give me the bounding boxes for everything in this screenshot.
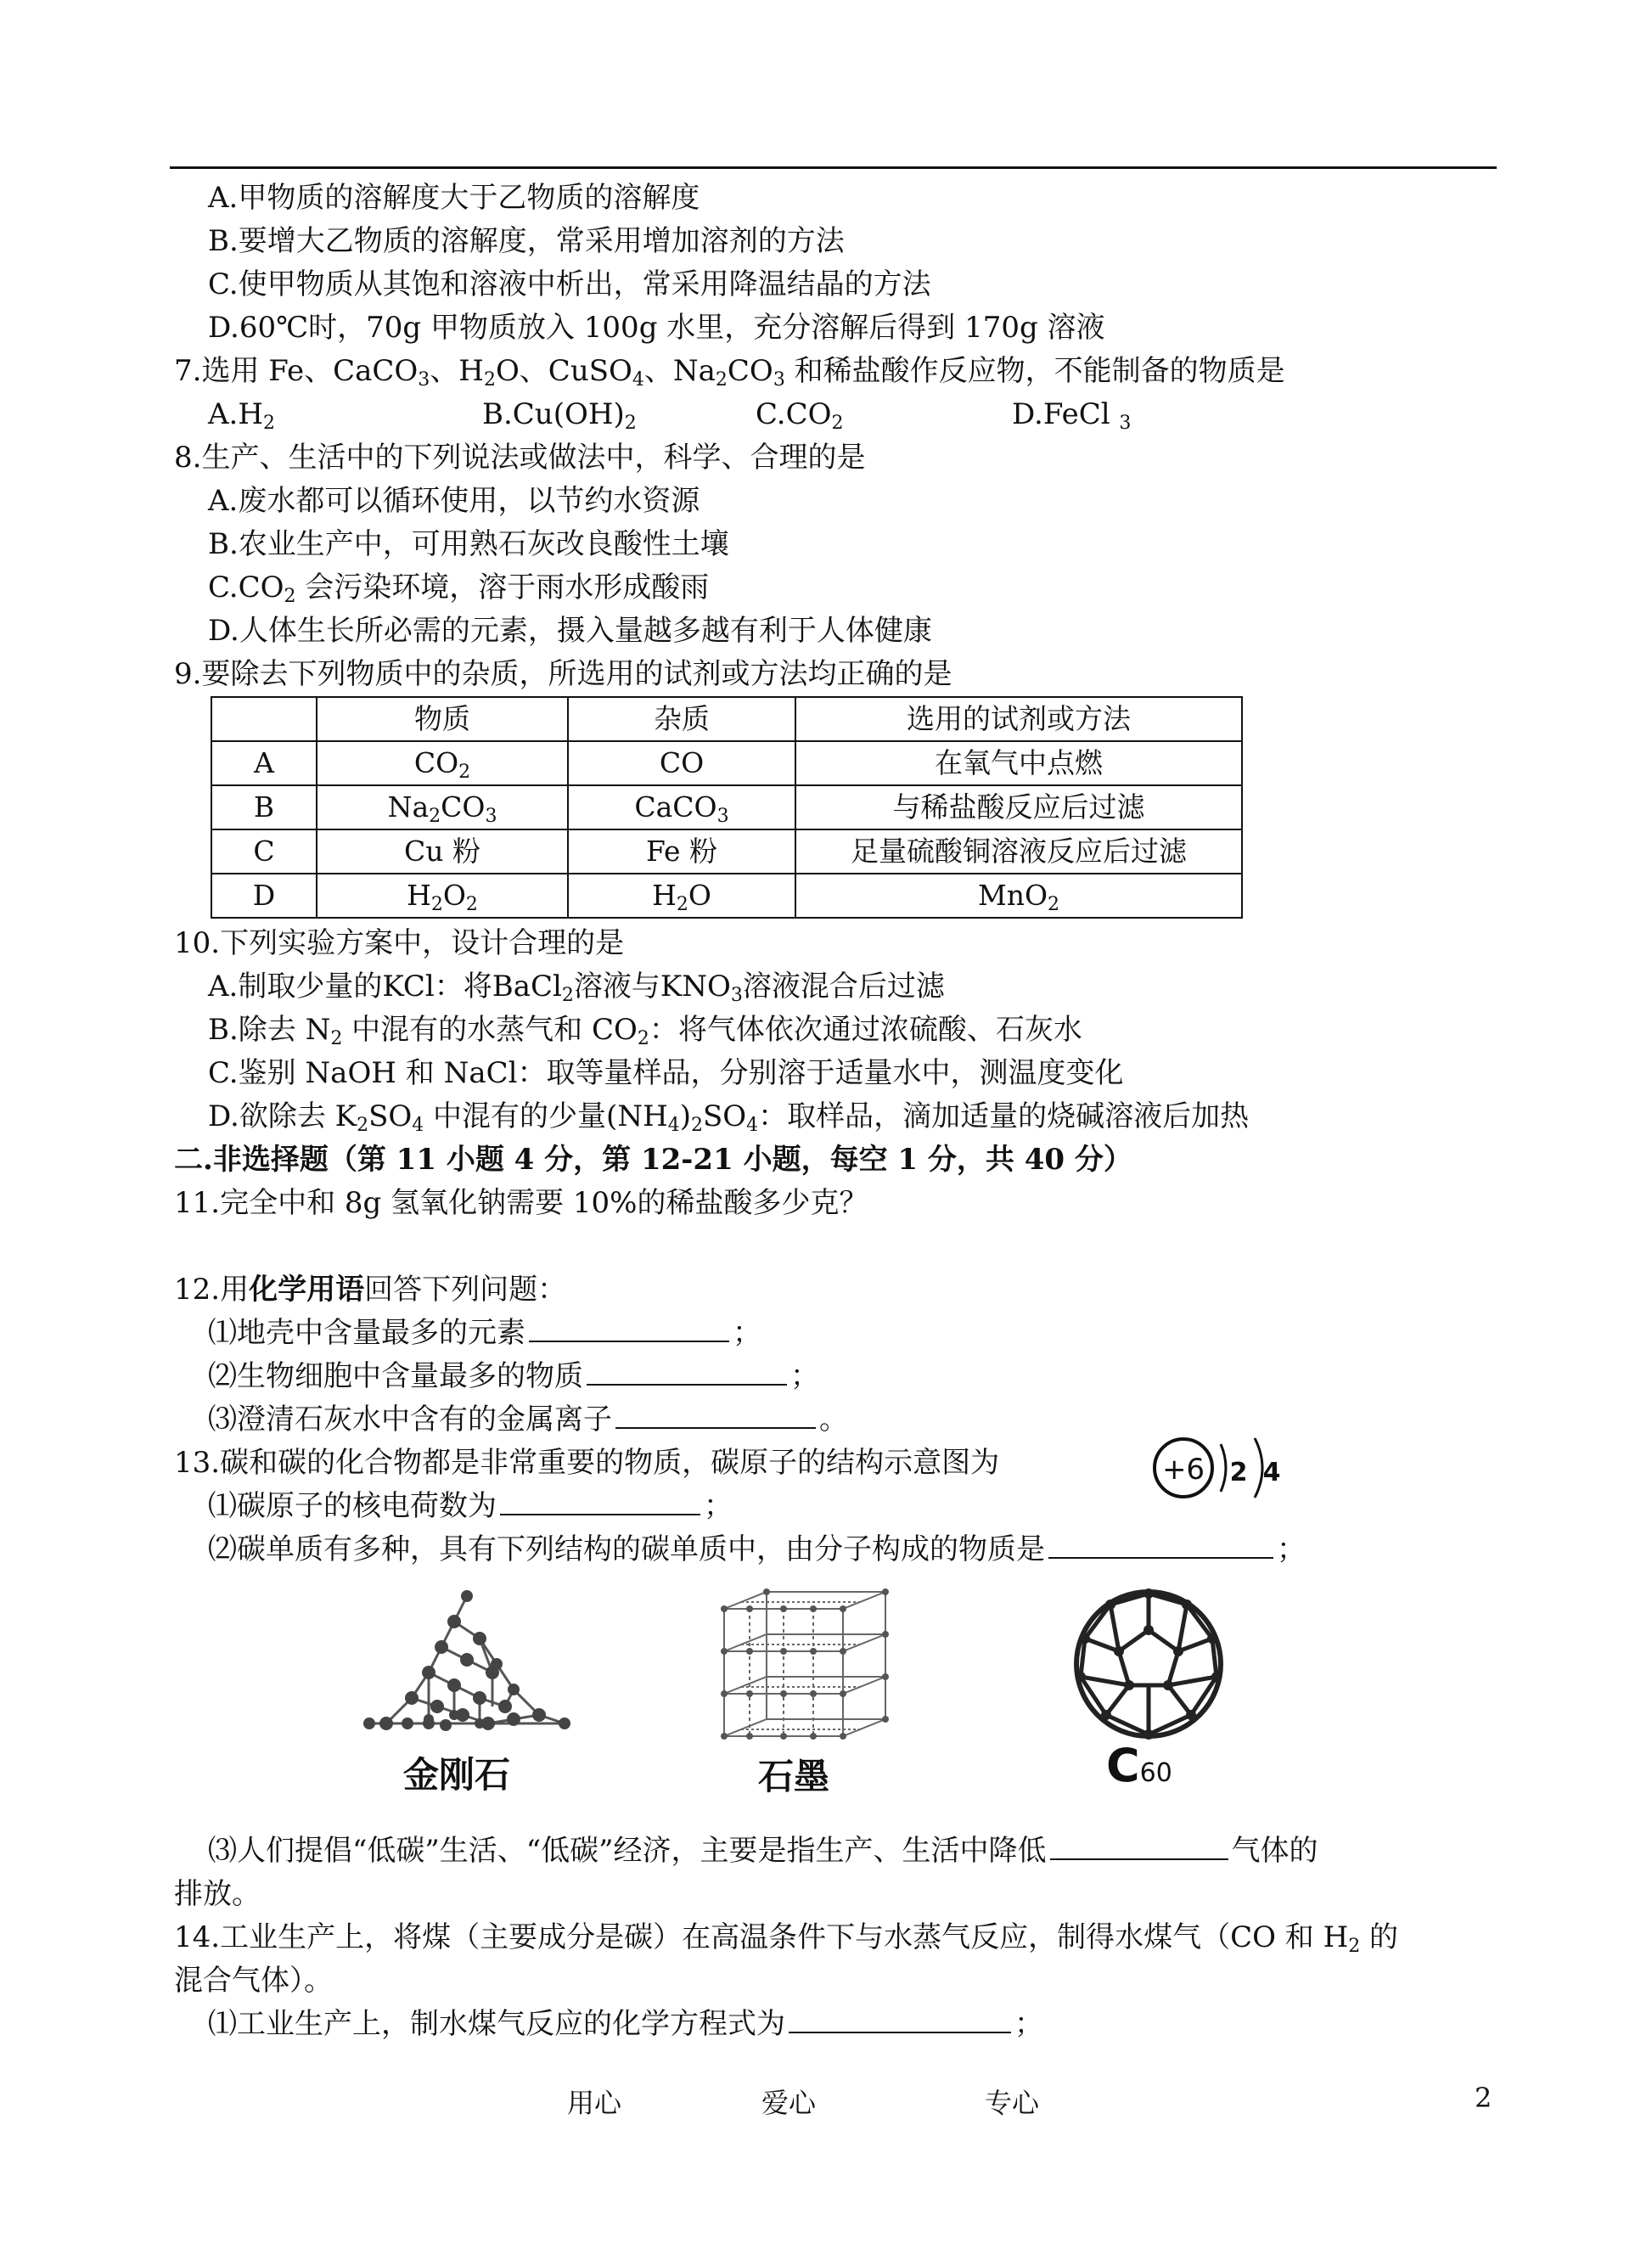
electron-shell-2 (1255, 1438, 1262, 1498)
q13-part1: ⑴碳原子的核电荷数为 ； (208, 1489, 733, 1523)
q8-option-c: $C.CO_2$ 会污染环境，溶于雨水形成酸雨 (208, 571, 710, 607)
q7-stem: 7.选用 Fe、CaCO$_3$、$H_2O$、CuSO$_4$、$Na_2CO_3$ 和稀盐酸作反应物，不能制备的物质是 (174, 354, 1285, 391)
q14-part1: ⑴工业生产上，制水煤气反应的化学方程式为 ； (208, 2007, 1043, 2041)
shell-2-electrons: 4 (1262, 1458, 1281, 1487)
q13-part3: ⑶人们提倡“低碳”生活、“低碳”经济，主要是指生产、生活中降低 气体的 (208, 1834, 1318, 1868)
table-cell: D (211, 874, 317, 918)
table-cell: CO (568, 741, 795, 785)
graphite-structure-image (716, 1583, 894, 1745)
table-cell: 与稀盐酸反应后过滤 (795, 785, 1242, 829)
table-cell: B (211, 785, 317, 829)
table-row (211, 874, 1242, 918)
table-cell: $CO_2$ (317, 741, 568, 785)
footer-word-3: 专心 (985, 2087, 1040, 2119)
section-heading: 二.非选择题（第 11 小题 4 分，第 12-21 小题，每空 1 分，共 40 分） (174, 1143, 1132, 1177)
table-cell: Cu 粉 (317, 829, 568, 874)
carbon-atom-diagram (1143, 1423, 1287, 1516)
table-cell: C (211, 829, 317, 874)
table-cell: $Na_2CO_3$ (317, 785, 568, 829)
q12-part3: ⑶澄清石灰水中含有的金属离子 。 (208, 1403, 848, 1436)
q7-option-a: $A.H_2$ (208, 397, 276, 434)
table-cell: 足量硫酸铜溶液反应后过滤 (795, 829, 1242, 874)
q13-part2: ⑵碳单质有多种，具有下列结构的碳单质中，由分子构成的物质是 ； (208, 1532, 1306, 1566)
footer-word-2: 爱心 (761, 2087, 817, 2119)
table-cell: A (211, 741, 317, 785)
answer-blank[interactable] (587, 1358, 787, 1386)
table-row (211, 741, 1242, 785)
q7-option-b: $B.Cu(OH)_2$ (482, 397, 637, 434)
q13-stem: 13.碳和碳的化合物都是非常重要的物质，碳原子的结构示意图为 (174, 1446, 1000, 1480)
header-rule (170, 166, 1497, 169)
q6-option-c: C.使甲物质从其饱和溶液中析出，常采用降温结晶的方法 (208, 267, 931, 301)
q13-part3-cont: 排放。 (174, 1877, 261, 1911)
table-cell: Fe 粉 (568, 829, 795, 874)
table-header-row (211, 697, 1242, 741)
q14-stem-cont: 混合气体）。 (174, 1964, 333, 1998)
table-cell: $H_2O_2$ (317, 874, 568, 918)
table-cell: MnO$_2$ (795, 874, 1242, 918)
q12-part1: ⑴地壳中含量最多的元素 ； (208, 1316, 761, 1350)
q11-stem: 11.完全中和 8g 氢氧化钠需要 10%的稀盐酸多少克？ (174, 1186, 868, 1220)
diamond-structure-image (361, 1588, 573, 1740)
answer-blank[interactable] (615, 1402, 816, 1429)
c60-structure-image (1068, 1583, 1229, 1745)
shell-1-electrons: 2 (1229, 1458, 1248, 1487)
q12-part2: ⑵生物细胞中含量最多的物质 ； (208, 1359, 819, 1393)
table-header-cell: 物质 (317, 697, 568, 741)
q14-stem: 14.工业生产上，将煤（主要成分是碳）在高温条件下与水蒸气反应，制得水煤气（CO 和 $H_2$ 的 (174, 1920, 1399, 1957)
answer-blank[interactable] (529, 1315, 729, 1342)
q10-option-d: D.欲除去 $K_2SO_4$ 中混有的少量$(NH_4)_2SO_4$：取样品，滴加适量的烧碱溶液后加热 (208, 1099, 1250, 1136)
q9-table (211, 696, 1243, 919)
q8-stem: 8.生产、生活中的下列说法或做法中，科学、合理的是 (174, 441, 866, 475)
diamond-caption: 金刚石 (403, 1754, 511, 1796)
answer-blank[interactable] (500, 1488, 700, 1515)
q10-option-c: C.鉴别 NaOH 和 NaCl：取等量样品，分别溶于适量水中，测温度变化 (208, 1056, 1124, 1090)
q10-stem: 10.下列实验方案中，设计合理的是 (174, 926, 625, 960)
table-cell: 在氧气中点燃 (795, 741, 1242, 785)
q8-option-a: A.废水都可以循环使用，以节约水资源 (208, 484, 700, 518)
q6-option-d: D.60℃时，70g 甲物质放入 100g 水里，充分溶解后得到 170g 溶液 (208, 311, 1105, 345)
q7-option-d: D.FeCl $_3$ (1012, 397, 1132, 434)
table-row (211, 785, 1242, 829)
table-header-cell (211, 697, 317, 741)
q10-option-b: B.除去 $N_2$ 中混有的水蒸气和 $CO_2$：将气体依次通过浓硫酸、石灰水 (208, 1013, 1082, 1049)
c60-caption: C60 (1106, 1739, 1172, 1792)
q8-option-b: B.农业生产中，可用熟石灰改良酸性土壤 (208, 527, 729, 561)
q9-stem: 9.要除去下列物质中的杂质，所选用的试剂或方法均正确的是 (174, 657, 952, 691)
graphite-caption: 石墨 (758, 1756, 830, 1797)
answer-blank[interactable] (1048, 1532, 1273, 1559)
q6-option-a: A.甲物质的溶解度大于乙物质的溶解度 (208, 181, 700, 215)
q6-option-b: B.要增大乙物质的溶解度，常采用增加溶剂的方法 (208, 224, 845, 258)
q8-option-d: D.人体生长所必需的元素，摄入量越多越有利于人体健康 (208, 614, 932, 648)
q12-stem: 12.用化学用语回答下列问题： (174, 1273, 567, 1307)
q7-option-c: $C.CO_2$ (756, 397, 844, 434)
answer-blank[interactable] (789, 2006, 1011, 2033)
table-cell: $H_2O$ (568, 874, 795, 918)
table-cell: CaCO$_3$ (568, 785, 795, 829)
table-row (211, 829, 1242, 874)
electron-shell-1 (1221, 1444, 1226, 1492)
table-header-cell: 选用的试剂或方法 (795, 697, 1242, 741)
nucleus-charge: +6 (1161, 1453, 1205, 1487)
footer-word-1: 用心 (567, 2087, 622, 2119)
q10-option-a: A.制取少量的KCl：将BaCl$_2$溶液与$KNO_3$溶液混合后过滤 (208, 970, 945, 1006)
table-header-cell: 杂质 (568, 697, 795, 741)
page-number: 2 (1475, 2082, 1492, 2114)
answer-blank[interactable] (1050, 1833, 1228, 1860)
